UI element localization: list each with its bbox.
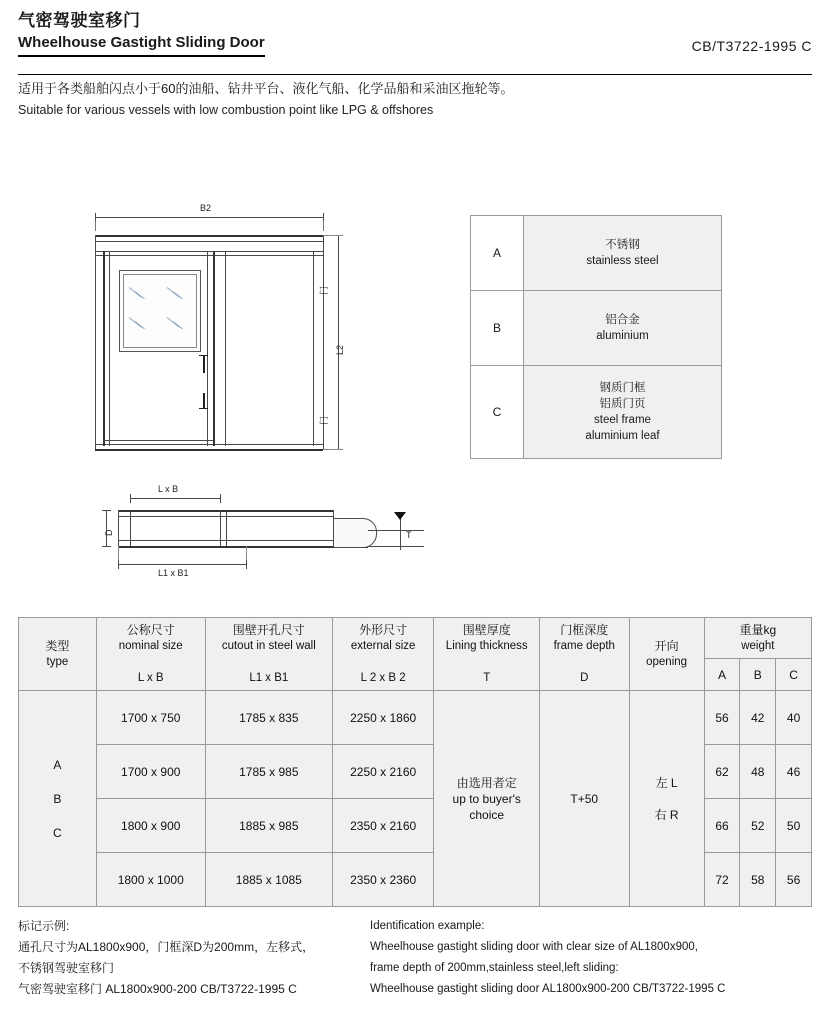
cell-weight-c: 40 [776, 691, 812, 745]
dim-ext-left [95, 221, 96, 231]
plan-dim-line-bottom [118, 564, 246, 565]
col-header-lining-cn: 围壁厚度 [462, 623, 511, 637]
material-legend-table [470, 215, 722, 459]
opening-right-edge [313, 251, 314, 446]
plan-drawing [100, 480, 420, 585]
plan-mid-stile2 [226, 510, 227, 546]
opening-left-edge [225, 251, 226, 446]
dim-line-right [338, 235, 339, 450]
col-header-lining-en: Lining thickness [445, 640, 528, 652]
plan-left-edge [118, 510, 119, 546]
notes-chinese [18, 916, 358, 1000]
plan-track-end [333, 518, 377, 548]
specification-table-body [19, 691, 812, 907]
cell-lining-en1: up to buyer's [452, 791, 521, 806]
notes-cn-line3: 气密驾驶室移门 AL1800x900-200 CB/T3722-1995 C [18, 982, 297, 996]
handle-upper-arm-icon [199, 355, 208, 356]
assembly-bottom-edge2 [95, 449, 323, 451]
col-header-type-cn: 类型 [45, 639, 70, 653]
cell-weight-b: 42 [740, 691, 776, 745]
col-header-cutout-en: cutout in steel wall [221, 640, 316, 652]
legend-value-c-en2: aluminium leaf [585, 430, 660, 442]
cell-weight-c: 46 [776, 745, 812, 799]
cell-weight-a: 56 [704, 691, 740, 745]
col-header-weight-c: C [776, 659, 812, 691]
legend-row-b [471, 291, 721, 366]
plan-dim-line-top [130, 498, 220, 499]
leaf-right-stile [213, 251, 215, 446]
plan-dim-tick-br [246, 560, 247, 569]
col-header-type [19, 618, 97, 691]
col-header-nominal-cn: 公称尺寸 [126, 623, 175, 637]
cell-weight-a: 66 [704, 799, 740, 853]
col-header-external [332, 618, 433, 691]
plan-mid-stile [220, 510, 221, 546]
plan-dim-label-d: D [104, 529, 114, 536]
col-header-opening [629, 618, 704, 691]
col-header-external-sub: L 2 x B 2 [360, 672, 406, 684]
legend-value-c-en1: steel frame [594, 414, 651, 426]
cell-opening-right: 右 R [654, 807, 679, 822]
dim-label-l2: L2 [335, 344, 345, 355]
page-title-en: Wheelhouse Gastight Sliding Door [18, 33, 265, 57]
legend-value-b-en: aluminium [596, 330, 649, 342]
cell-cutout: 1785 x 835 [205, 691, 332, 745]
plan-dim-tick-right [220, 494, 221, 503]
plan-t-arrow-icon [394, 512, 406, 520]
col-header-weight [704, 618, 811, 659]
handle-lower-icon [203, 393, 205, 409]
notes-english [370, 916, 830, 1000]
elevation-drawing [95, 195, 345, 450]
cell-type-b: B [53, 791, 62, 806]
track-line [95, 251, 323, 252]
header-divider [18, 74, 812, 75]
assembly-left-edge [95, 235, 96, 450]
legend-value-b-cn: 铝合金 [605, 314, 640, 326]
legend-value-c-cn2: 铝质门页 [599, 398, 646, 410]
cell-weight-c: 56 [776, 853, 812, 907]
notes-cn-line1: 通孔尺寸为AL1800x900，门框深D为200mm，左移式， [18, 940, 315, 954]
plan-right-ext-top [368, 530, 424, 531]
cell-lining-en2: choice [469, 807, 505, 822]
col-header-weight-cn: 重量kg [739, 623, 777, 637]
leaf-left-stile [103, 251, 105, 446]
cell-cutout: 1885 x 1085 [205, 853, 332, 907]
dim-label-lower: 门 [319, 415, 329, 425]
dim-line-top [95, 217, 323, 218]
col-header-opening-en: opening [646, 656, 688, 668]
notes-cn-title: 标记示例: [18, 919, 70, 933]
cell-external: 2250 x 1860 [332, 691, 433, 745]
plan-dim-label-top: L x B [158, 484, 179, 494]
subtitle-cn: 适用于各类船舶闪点小于60的油船、钻井平台、液化气船、化学品船和采油区拖轮等。 [18, 81, 514, 96]
dim-label-upper: 门 [319, 285, 329, 295]
subtitle-en: Suitable for various vessels with low combustion point like LPG & offshores [18, 103, 434, 117]
legend-key-b: B [471, 291, 524, 365]
cell-cutout: 1885 x 985 [205, 799, 332, 853]
plan-dim-label-t: T [406, 530, 412, 540]
cell-external: 2350 x 2160 [332, 799, 433, 853]
table-header-row [19, 618, 812, 659]
cell-weight-b: 58 [740, 853, 776, 907]
col-header-opening-cn: 开向 [654, 639, 679, 653]
plan-d-dim-line [106, 510, 107, 546]
cell-type-c: C [53, 825, 62, 840]
leaf-bottom-rail [103, 440, 213, 441]
plan-right-ext-bottom [368, 546, 424, 547]
specification-table-head [19, 618, 812, 691]
legend-value-c-cn1: 钢质门框 [599, 382, 646, 394]
document-header [18, 10, 812, 57]
legend-row-c [471, 366, 721, 458]
assembly-top-edge [95, 235, 323, 237]
cell-type-a: A [53, 757, 62, 772]
dim-ext-right [323, 221, 324, 231]
leaf-right-stile-inner [207, 251, 208, 446]
cell-weight-a: 72 [704, 853, 740, 907]
cell-external: 2350 x 2360 [332, 853, 433, 907]
col-header-external-cn: 外形尺寸 [359, 623, 408, 637]
plan-d-tick-top [102, 510, 111, 511]
cell-opening-value [629, 691, 704, 907]
standard-code: CB/T3722-1995 C [691, 38, 812, 54]
col-header-depth-sub: D [580, 672, 589, 684]
handle-upper-icon [203, 355, 205, 373]
col-header-weight-a: A [704, 659, 740, 691]
legend-key-c: C [471, 366, 524, 458]
dim-label-b2: B2 [200, 203, 212, 213]
dim-ext-bottom [323, 449, 343, 450]
notes-en-title: Identification example: [370, 920, 485, 932]
window-glass [123, 274, 197, 348]
col-header-depth-en: frame depth [553, 640, 615, 652]
legend-row-a [471, 216, 721, 291]
col-header-depth [540, 618, 629, 691]
cell-cutout: 1785 x 985 [205, 745, 332, 799]
col-header-external-en: external size [350, 640, 416, 652]
plan-mid-line [118, 540, 368, 541]
cell-lining-value [434, 691, 540, 907]
table-row [19, 691, 812, 745]
cell-weight-b: 48 [740, 745, 776, 799]
cell-lining-cn: 由选用者定 [456, 775, 517, 790]
notes-en-line1: Wheelhouse gastight sliding door with clear size of AL1800x900, [370, 941, 698, 953]
col-header-nominal-sub: L x B [137, 672, 164, 684]
cell-weight-b: 52 [740, 799, 776, 853]
notes-cn-line2: 不锈钢驾驶室移门 [18, 961, 115, 975]
track-line2 [95, 255, 323, 256]
legend-value-a-en: stainless steel [586, 255, 659, 267]
cell-nominal: 1700 x 750 [96, 691, 205, 745]
col-header-cutout-sub: L1 x B1 [249, 672, 289, 684]
plan-dim-label-bottom: L1 x B1 [158, 568, 189, 578]
legend-value-b [524, 291, 721, 365]
legend-value-a [524, 216, 721, 290]
col-header-depth-cn: 门框深度 [560, 623, 609, 637]
cell-nominal: 1700 x 900 [96, 745, 205, 799]
legend-key-a: A [471, 216, 524, 290]
plan-t-dim-line [400, 516, 401, 550]
col-header-weight-b: B [740, 659, 776, 691]
cell-weight-a: 62 [704, 745, 740, 799]
legend-value-c [524, 366, 721, 458]
notes-en-line3: Wheelhouse gastight sliding door AL1800x900-200 CB/T3722-1995 C [370, 983, 726, 995]
plan-left-inner [130, 510, 131, 546]
col-header-nominal-en: nominal size [118, 640, 183, 652]
col-header-type-en: type [46, 656, 69, 668]
plan-bottom-edge [118, 546, 368, 548]
cell-nominal: 1800 x 900 [96, 799, 205, 853]
notes-en-line2: frame depth of 200mm,stainless steel,left sliding: [370, 962, 619, 974]
cell-nominal: 1800 x 1000 [96, 853, 205, 907]
leaf-left-stile-inner [109, 251, 110, 446]
cell-external: 2250 x 2160 [332, 745, 433, 799]
col-header-cutout-cn: 围壁开孔尺寸 [232, 623, 305, 637]
plan-dim-tick-bl [118, 560, 119, 569]
assembly-bottom-edge [95, 444, 323, 445]
col-header-weight-en: weight [741, 640, 775, 652]
col-header-nominal [96, 618, 205, 691]
col-header-lining-sub: T [483, 672, 491, 684]
cell-opening-left: 左 L [655, 775, 678, 790]
cell-type-group [19, 691, 97, 907]
handle-lower-arm-icon [199, 408, 208, 409]
assembly-top-edge2 [95, 241, 323, 242]
legend-value-a-cn: 不锈钢 [605, 239, 640, 251]
page-title-cn: 气密驾驶室移门 [18, 11, 141, 30]
specification-table [18, 617, 812, 907]
col-header-lining [434, 618, 540, 691]
col-header-cutout [205, 618, 332, 691]
plan-d-tick-bottom [102, 546, 111, 547]
dim-ext-top [323, 235, 343, 236]
drawing-area [0, 150, 830, 600]
cell-weight-c: 50 [776, 799, 812, 853]
plan-dim-tick-left [130, 494, 131, 503]
cell-depth-value: T+50 [540, 691, 629, 907]
